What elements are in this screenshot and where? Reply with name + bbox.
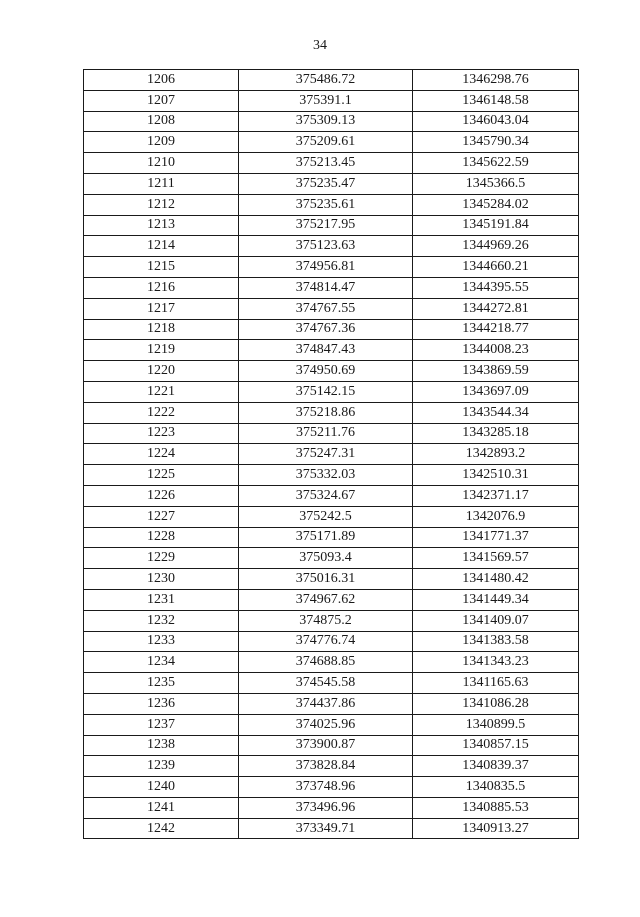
- x-coordinate-cell: 375391.1: [239, 90, 413, 111]
- table-row: [84, 735, 579, 756]
- point-number-cell: 1238: [84, 735, 239, 756]
- y-coordinate-cell: 1345790.34: [413, 132, 579, 153]
- y-coordinate-cell: 1343544.34: [413, 402, 579, 423]
- table-row: [84, 361, 579, 382]
- point-number-cell: 1235: [84, 673, 239, 694]
- y-coordinate-cell: 1344008.23: [413, 340, 579, 361]
- table-row: [84, 194, 579, 215]
- y-coordinate-cell: 1344660.21: [413, 257, 579, 278]
- y-coordinate-cell: 1340839.37: [413, 756, 579, 777]
- x-coordinate-cell: 375093.4: [239, 548, 413, 569]
- coordinates-table: [83, 69, 579, 839]
- point-number-cell: 1216: [84, 277, 239, 298]
- table-row: [84, 714, 579, 735]
- table-row: [84, 569, 579, 590]
- y-coordinate-cell: 1344969.26: [413, 236, 579, 257]
- table-row: [84, 319, 579, 340]
- point-number-cell: 1227: [84, 506, 239, 527]
- table-row: [84, 173, 579, 194]
- y-coordinate-cell: 1343285.18: [413, 423, 579, 444]
- y-coordinate-cell: 1342510.31: [413, 465, 579, 486]
- table-row: [84, 132, 579, 153]
- y-coordinate-cell: 1346298.76: [413, 70, 579, 91]
- x-coordinate-cell: 374437.86: [239, 693, 413, 714]
- point-number-cell: 1206: [84, 70, 239, 91]
- x-coordinate-cell: 375247.31: [239, 444, 413, 465]
- x-coordinate-cell: 375332.03: [239, 465, 413, 486]
- y-coordinate-cell: 1340835.5: [413, 777, 579, 798]
- x-coordinate-cell: 375217.95: [239, 215, 413, 236]
- point-number-cell: 1224: [84, 444, 239, 465]
- y-coordinate-cell: 1344218.77: [413, 319, 579, 340]
- x-coordinate-cell: 374767.36: [239, 319, 413, 340]
- table-row: [84, 423, 579, 444]
- x-coordinate-cell: 374956.81: [239, 257, 413, 278]
- table-row: [84, 111, 579, 132]
- y-coordinate-cell: 1340857.15: [413, 735, 579, 756]
- y-coordinate-cell: 1341449.34: [413, 589, 579, 610]
- x-coordinate-cell: 373900.87: [239, 735, 413, 756]
- y-coordinate-cell: 1342893.2: [413, 444, 579, 465]
- table-row: [84, 777, 579, 798]
- y-coordinate-cell: 1341569.57: [413, 548, 579, 569]
- x-coordinate-cell: 375235.47: [239, 173, 413, 194]
- point-number-cell: 1215: [84, 257, 239, 278]
- x-coordinate-cell: 375209.61: [239, 132, 413, 153]
- x-coordinate-cell: 373349.71: [239, 818, 413, 839]
- y-coordinate-cell: 1345284.02: [413, 194, 579, 215]
- y-coordinate-cell: 1340913.27: [413, 818, 579, 839]
- x-coordinate-cell: 375324.67: [239, 485, 413, 506]
- y-coordinate-cell: 1343869.59: [413, 361, 579, 382]
- x-coordinate-cell: 375123.63: [239, 236, 413, 257]
- point-number-cell: 1208: [84, 111, 239, 132]
- point-number-cell: 1217: [84, 298, 239, 319]
- page-number: 34: [313, 38, 327, 53]
- table-row: [84, 818, 579, 839]
- table-row: [84, 153, 579, 174]
- table-row: [84, 548, 579, 569]
- y-coordinate-cell: 1345622.59: [413, 153, 579, 174]
- point-number-cell: 1236: [84, 693, 239, 714]
- x-coordinate-cell: 373828.84: [239, 756, 413, 777]
- table-row: [84, 381, 579, 402]
- point-number-cell: 1239: [84, 756, 239, 777]
- x-coordinate-cell: 375218.86: [239, 402, 413, 423]
- table-row: [84, 506, 579, 527]
- table-row: [84, 527, 579, 548]
- table-row: [84, 756, 579, 777]
- y-coordinate-cell: 1343697.09: [413, 381, 579, 402]
- x-coordinate-cell: 374847.43: [239, 340, 413, 361]
- table-row: [84, 631, 579, 652]
- x-coordinate-cell: 373748.96: [239, 777, 413, 798]
- point-number-cell: 1209: [84, 132, 239, 153]
- y-coordinate-cell: 1341165.63: [413, 673, 579, 694]
- point-number-cell: 1242: [84, 818, 239, 839]
- x-coordinate-cell: 375486.72: [239, 70, 413, 91]
- y-coordinate-cell: 1342076.9: [413, 506, 579, 527]
- point-number-cell: 1229: [84, 548, 239, 569]
- x-coordinate-cell: 375242.5: [239, 506, 413, 527]
- table-row: [84, 70, 579, 91]
- point-number-cell: 1218: [84, 319, 239, 340]
- point-number-cell: 1222: [84, 402, 239, 423]
- table-row: [84, 652, 579, 673]
- x-coordinate-cell: 374776.74: [239, 631, 413, 652]
- x-coordinate-cell: 374545.58: [239, 673, 413, 694]
- y-coordinate-cell: 1341383.58: [413, 631, 579, 652]
- point-number-cell: 1230: [84, 569, 239, 590]
- x-coordinate-cell: 374875.2: [239, 610, 413, 631]
- point-number-cell: 1210: [84, 153, 239, 174]
- point-number-cell: 1234: [84, 652, 239, 673]
- table-row: [84, 797, 579, 818]
- point-number-cell: 1233: [84, 631, 239, 652]
- y-coordinate-cell: 1341771.37: [413, 527, 579, 548]
- point-number-cell: 1232: [84, 610, 239, 631]
- y-coordinate-cell: 1345191.84: [413, 215, 579, 236]
- x-coordinate-cell: 375142.15: [239, 381, 413, 402]
- point-number-cell: 1241: [84, 797, 239, 818]
- coordinates-table-body: [84, 70, 579, 839]
- table-row: [84, 236, 579, 257]
- point-number-cell: 1220: [84, 361, 239, 382]
- y-coordinate-cell: 1346043.04: [413, 111, 579, 132]
- point-number-cell: 1212: [84, 194, 239, 215]
- y-coordinate-cell: 1341480.42: [413, 569, 579, 590]
- y-coordinate-cell: 1341086.28: [413, 693, 579, 714]
- point-number-cell: 1223: [84, 423, 239, 444]
- point-number-cell: 1226: [84, 485, 239, 506]
- table-row: [84, 298, 579, 319]
- x-coordinate-cell: 374950.69: [239, 361, 413, 382]
- y-coordinate-cell: 1340899.5: [413, 714, 579, 735]
- x-coordinate-cell: 375171.89: [239, 527, 413, 548]
- table-row: [84, 485, 579, 506]
- table-row: [84, 90, 579, 111]
- x-coordinate-cell: 373496.96: [239, 797, 413, 818]
- x-coordinate-cell: 374814.47: [239, 277, 413, 298]
- x-coordinate-cell: 375235.61: [239, 194, 413, 215]
- table-row: [84, 277, 579, 298]
- x-coordinate-cell: 375211.76: [239, 423, 413, 444]
- point-number-cell: 1225: [84, 465, 239, 486]
- y-coordinate-cell: 1340885.53: [413, 797, 579, 818]
- point-number-cell: 1228: [84, 527, 239, 548]
- x-coordinate-cell: 374767.55: [239, 298, 413, 319]
- point-number-cell: 1240: [84, 777, 239, 798]
- y-coordinate-cell: 1341343.23: [413, 652, 579, 673]
- y-coordinate-cell: 1344395.55: [413, 277, 579, 298]
- table-row: [84, 610, 579, 631]
- point-number-cell: 1237: [84, 714, 239, 735]
- y-coordinate-cell: 1344272.81: [413, 298, 579, 319]
- table-row: [84, 693, 579, 714]
- x-coordinate-cell: 375309.13: [239, 111, 413, 132]
- y-coordinate-cell: 1342371.17: [413, 485, 579, 506]
- x-coordinate-cell: 374967.62: [239, 589, 413, 610]
- point-number-cell: 1214: [84, 236, 239, 257]
- point-number-cell: 1211: [84, 173, 239, 194]
- y-coordinate-cell: 1346148.58: [413, 90, 579, 111]
- point-number-cell: 1221: [84, 381, 239, 402]
- table-row: [84, 257, 579, 278]
- table-row: [84, 589, 579, 610]
- point-number-cell: 1219: [84, 340, 239, 361]
- y-coordinate-cell: 1341409.07: [413, 610, 579, 631]
- table-row: [84, 215, 579, 236]
- table-row: [84, 465, 579, 486]
- x-coordinate-cell: 375016.31: [239, 569, 413, 590]
- table-row: [84, 402, 579, 423]
- table-row: [84, 673, 579, 694]
- x-coordinate-cell: 374688.85: [239, 652, 413, 673]
- table-row: [84, 444, 579, 465]
- x-coordinate-cell: 374025.96: [239, 714, 413, 735]
- y-coordinate-cell: 1345366.5: [413, 173, 579, 194]
- point-number-cell: 1213: [84, 215, 239, 236]
- table-row: [84, 340, 579, 361]
- point-number-cell: 1231: [84, 589, 239, 610]
- x-coordinate-cell: 375213.45: [239, 153, 413, 174]
- point-number-cell: 1207: [84, 90, 239, 111]
